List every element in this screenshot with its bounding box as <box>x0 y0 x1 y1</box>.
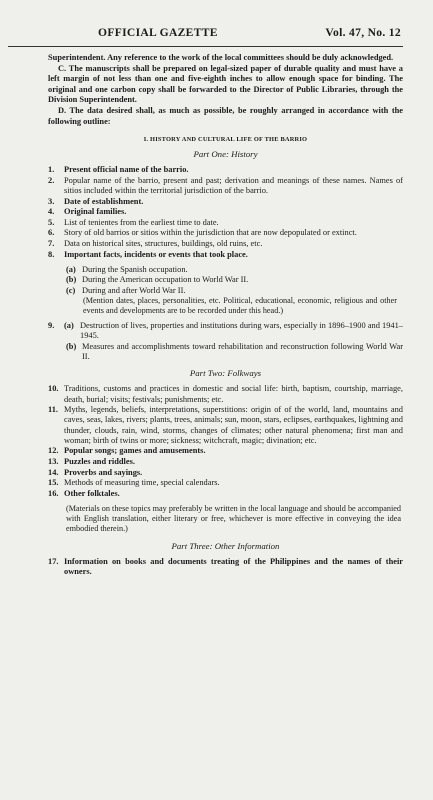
list-item: 1. Present official name of the barrio. <box>48 165 189 175</box>
list-item: 7. Data on historical sites, structures, buildings, old ruins, etc. <box>48 238 263 248</box>
sub-item: (b) During the American occupation to World War II. <box>66 275 249 285</box>
intro-paragraph-2: C. The manuscripts shall be prepared on legal-sized paper of durable quality and must have a left margin of not less than one and five-eighth inches to allow enough space for binding. The original and one carbon copy shall be forwarded to the Director of Public Libraries, through the Division Superintendent. <box>48 63 403 105</box>
intro-paragraph-1: Superintendent. Any reference to the work of the local committees should be duly acknowledged. <box>48 53 394 62</box>
list-item: 13. Puzzles and riddles. <box>48 456 135 466</box>
list-item: 9. (a) Destruction of lives, properties and institutions during wars, especially in 1896–1900 and 1941–1945. <box>48 321 403 341</box>
list-item: 3. Date of establishment. <box>48 196 144 206</box>
part-two-list <box>48 384 403 499</box>
list-item: 15. Methods of measuring time, special calendars. <box>48 478 220 488</box>
volume-number: Vol. 47, No. 12 <box>325 26 401 39</box>
list-item: 16. Other folktales. <box>48 488 120 498</box>
part-two-title: Part Two: Folkways <box>189 368 262 379</box>
list-item: 17. Information on books and documents treating of the Philippines and the names of their owners. <box>48 556 403 576</box>
list-item: 5. List of tenientes from the earliest time to date. <box>48 217 219 227</box>
item8-note: (Mention dates, places, personalities, etc. Political, educational, economic, religious and other events and developments are to be recorded under this head.) <box>83 295 397 315</box>
sub-item: (b) Measures and accomplishments toward rehabilitation and reconstruction following World War II. <box>66 341 403 362</box>
part-three-list <box>48 557 403 577</box>
list-item: 10. Traditions, customs and practices in domestic and social life: birth, baptism, courtship, marriage, death, burial; visits; festivals; punishments; etc. <box>48 384 403 404</box>
list-item: 14. Proverbs and sayings. <box>48 467 143 477</box>
intro-paragraph-3: D. The data desired shall, as much as possible, be roughly arranged in accordance with the following outline: <box>48 105 403 126</box>
part-three-title: Part Three: Other Information <box>171 540 280 551</box>
list-item: 2. Popular name of the barrio, present and past; derivation and meanings of these names. Names of sitios included within the territorial jurisdiction of the barrio. <box>48 175 403 195</box>
header-rule <box>8 46 403 47</box>
sub-item: (c) During and after World War II. <box>66 285 186 295</box>
part-one-list <box>48 165 403 260</box>
list-item: 8. Important facts, incidents or events that took place. <box>48 249 248 259</box>
section-heading: I. HISTORY AND CULTURAL LIFE OF THE BARRIO <box>143 136 308 144</box>
part-one-title: Part One: History <box>193 149 258 160</box>
list-item: 12. Popular songs; games and amusements. <box>48 446 206 456</box>
publication-title: OFFICIAL GAZETTE <box>98 26 218 39</box>
list-item: 6. Story of old barrios or sitios within the jurisdiction that are now depopulated or extinct. <box>48 228 357 238</box>
list-item: 4. Original families. <box>48 207 127 217</box>
list-item: 11. Myths, legends, beliefs, interpretations, superstitions: origin of of the world, land, mountains and caves, seas, lakes, rivers; plants, trees, animals; sun, moon, stars, eclipses, earthquakes, lightning and thunder, clouds, rain, wind, storms, changes of climates; other natural phenomena; first man and woman; birth of twins or more; sickness; witchcraft, magic; divination; etc. <box>48 405 403 445</box>
part-two-note: (Materials on these topics may preferably be written in the local language and should be accompanied with English translation, either literary or free, whichever is more effective in conveying the idea embodied therein.) <box>66 503 401 534</box>
sub-item: (a) During the Spanish occupation. <box>66 265 188 275</box>
page-header <box>48 26 403 39</box>
